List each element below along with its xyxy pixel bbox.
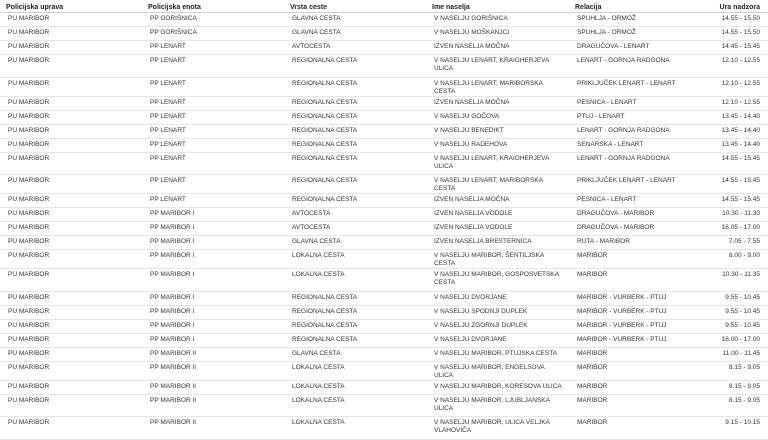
cell-relacija: MARIBOR - VURBERK - PTUJ [569, 333, 712, 347]
cell-enota: PP LENART [142, 77, 284, 96]
table-row [0, 55, 768, 78]
header-vrsta-ceste: Vrsta ceste [284, 0, 426, 13]
cell-uprava: PU MARIBOR [0, 152, 142, 175]
cell-ime-naselja: V NASELJU MOŠKANJCI [426, 27, 569, 41]
table-row [0, 110, 768, 124]
cell-uprava: PU MARIBOR [0, 138, 142, 152]
cell-relacija: MARIBOR - VURBERK - PTUJ [569, 305, 712, 319]
cell-uprava: PU MARIBOR [0, 305, 142, 319]
cell-enota: PP MARIBOR I [142, 236, 284, 250]
cell-uprava: PU MARIBOR [0, 319, 142, 333]
cell-ime-naselja: V NASELJU RADEHOVA [426, 138, 569, 152]
cell-vrsta-ceste: GLAVNA CESTA [284, 347, 426, 361]
cell-ura-nadzora: 9.55 - 10.45 [712, 305, 768, 319]
table-row [0, 124, 768, 138]
cell-uprava: PU MARIBOR [0, 27, 142, 41]
cell-enota: PP LENART [142, 55, 284, 78]
cell-ura-nadzora: 12.10 - 12.55 [712, 77, 768, 96]
cell-ime-naselja: V NASELJU GORIŠNICA [426, 13, 569, 27]
table-row [0, 380, 768, 394]
cell-ura-nadzora: 13.45 - 14.40 [712, 110, 768, 124]
cell-relacija: SPUHLJA - ORMOŽ [569, 27, 712, 41]
table-row [0, 152, 768, 175]
cell-enota: PP MARIBOR I [142, 291, 284, 305]
cell-ura-nadzora: 9.55 - 10.45 [712, 291, 768, 305]
cell-ura-nadzora: 8.15 - 9.05 [712, 380, 768, 394]
cell-uprava: PU MARIBOR [0, 208, 142, 222]
table-row [0, 394, 768, 417]
cell-relacija: DRAGUČOVA - LENART [569, 41, 712, 55]
cell-relacija: PESNICA - LENART [569, 194, 712, 208]
cell-ura-nadzora: 13.45 - 14.40 [712, 138, 768, 152]
cell-enota: PP GORIŠNICA [142, 27, 284, 41]
cell-vrsta-ceste: REGIONALNA CESTA [284, 138, 426, 152]
cell-relacija: DRAGUČOVA - MARIBOR [569, 222, 712, 236]
cell-ime-naselja: V NASELJU ZGORNJI DUPLEK [426, 319, 569, 333]
cell-uprava: PU MARIBOR [0, 333, 142, 347]
cell-enota: PP LENART [142, 175, 284, 194]
cell-ime-naselja: IZVEN NASELJA MOČNA [426, 41, 569, 55]
cell-ura-nadzora: 9.15 - 10.15 [712, 417, 768, 440]
cell-enota: PP LENART [142, 96, 284, 110]
cell-vrsta-ceste: LOKALNA CESTA [284, 250, 426, 269]
cell-uprava: PU MARIBOR [0, 269, 142, 292]
cell-ime-naselja: V NASELJU MARIBOR, KORESOVA ULICA [426, 380, 569, 394]
cell-vrsta-ceste: REGIONALNA CESTA [284, 124, 426, 138]
cell-enota: PP LENART [142, 110, 284, 124]
cell-relacija: MARIBOR [569, 250, 712, 269]
cell-ura-nadzora: 8.15 - 9.05 [712, 394, 768, 417]
cell-relacija: PTUJ - LENART [569, 110, 712, 124]
cell-ime-naselja: IZVEN NASELJA MOČNA [426, 194, 569, 208]
cell-enota: PP GORIŠNICA [142, 13, 284, 27]
cell-relacija: MARIBOR [569, 380, 712, 394]
cell-enota: PP MARIBOR II [142, 361, 284, 380]
cell-ura-nadzora: 14.55 - 15.45 [712, 152, 768, 175]
cell-vrsta-ceste: LOKALNA CESTA [284, 417, 426, 440]
cell-uprava: PU MARIBOR [0, 77, 142, 96]
cell-enota: PP MARIBOR I [142, 319, 284, 333]
cell-relacija: PRIKLJUČEK LENART - LENART [569, 175, 712, 194]
cell-uprava: PU MARIBOR [0, 380, 142, 394]
cell-vrsta-ceste: REGIONALNA CESTA [284, 77, 426, 96]
cell-ime-naselja: V NASELJU GOČOVA [426, 110, 569, 124]
cell-uprava: PU MARIBOR [0, 96, 142, 110]
table-row [0, 333, 768, 347]
table-row [0, 208, 768, 222]
cell-relacija: DRAGUČOVA - MARIBOR [569, 208, 712, 222]
cell-ura-nadzora: 16.00 - 17.00 [712, 333, 768, 347]
table-row [0, 77, 768, 96]
table-row [0, 347, 768, 361]
cell-uprava: PU MARIBOR [0, 250, 142, 269]
cell-ime-naselja: V NASELJU MARIBOR, ENGELSOVA ULICA [426, 361, 569, 380]
header-row [0, 0, 768, 13]
cell-relacija: RUTA - MARIBOR [569, 236, 712, 250]
cell-ura-nadzora: 9.55 - 10.45 [712, 319, 768, 333]
cell-relacija: MARIBOR - VURBERK - PTUJ [569, 291, 712, 305]
cell-ura-nadzora: 10.30 - 11.35 [712, 269, 768, 292]
cell-enota: PP LENART [142, 138, 284, 152]
table-row [0, 305, 768, 319]
table-row [0, 27, 768, 41]
cell-uprava: PU MARIBOR [0, 236, 142, 250]
cell-ura-nadzora: 13.45 - 14.40 [712, 124, 768, 138]
cell-vrsta-ceste: REGIONALNA CESTA [284, 152, 426, 175]
table-row [0, 269, 768, 292]
table-row [0, 96, 768, 110]
cell-uprava: PU MARIBOR [0, 13, 142, 27]
cell-enota: PP LENART [142, 41, 284, 55]
cell-enota: PP MARIBOR I [142, 250, 284, 269]
cell-relacija: MARIBOR [569, 394, 712, 417]
header-ura-nadzora: Ura nadzora [712, 0, 768, 13]
cell-enota: PP LENART [142, 124, 284, 138]
cell-uprava: PU MARIBOR [0, 55, 142, 78]
cell-ime-naselja: V NASELJU DVORJANE [426, 291, 569, 305]
cell-ime-naselja: V NASELJU LENART, KRAIGHERJEVA ULICA [426, 152, 569, 175]
cell-vrsta-ceste: REGIONALNA CESTA [284, 305, 426, 319]
cell-vrsta-ceste: REGIONALNA CESTA [284, 110, 426, 124]
cell-vrsta-ceste: AVTOCESTA [284, 222, 426, 236]
cell-uprava: PU MARIBOR [0, 347, 142, 361]
cell-ime-naselja: V NASELJU SPODNJI DUPLEK [426, 305, 569, 319]
cell-enota: PP LENART [142, 152, 284, 175]
cell-vrsta-ceste: GLAVNA CESTA [284, 27, 426, 41]
cell-uprava: PU MARIBOR [0, 361, 142, 380]
cell-ura-nadzora: 7.05 - 7.55 [712, 236, 768, 250]
cell-relacija: SENARSKA - LENART [569, 138, 712, 152]
cell-uprava: PU MARIBOR [0, 291, 142, 305]
cell-vrsta-ceste: REGIONALNA CESTA [284, 333, 426, 347]
cell-ura-nadzora: 14.55 - 15.50 [712, 27, 768, 41]
cell-ura-nadzora: 12.10 - 12.55 [712, 96, 768, 110]
cell-relacija: PESNICA - LENART [569, 96, 712, 110]
cell-vrsta-ceste: AVTOCESTA [284, 208, 426, 222]
cell-enota: PP MARIBOR I [142, 333, 284, 347]
cell-relacija: PRIKLJUČEK LENART - LENART [569, 77, 712, 96]
header-ime-naselja: Ime naselja [426, 0, 569, 13]
cell-enota: PP MARIBOR I [142, 269, 284, 292]
cell-ime-naselja: V NASELJU MARIBOR, ULICA VELJKA VLAHOVIČA [426, 417, 569, 440]
cell-vrsta-ceste: LOKALNA CESTA [284, 394, 426, 417]
cell-ime-naselja: V NASELJU MARIBOR, ŠENTILJSKA CESTA [426, 250, 569, 269]
cell-enota: PP MARIBOR I [142, 222, 284, 236]
cell-enota: PP MARIBOR II [142, 417, 284, 440]
cell-ime-naselja: V NASELJU BENEDIKT [426, 124, 569, 138]
cell-enota: PP MARIBOR I [142, 305, 284, 319]
cell-relacija: LENART - GORNJA RADGONA [569, 124, 712, 138]
cell-ime-naselja: V NASELJU DVORJANE [426, 333, 569, 347]
cell-enota: PP MARIBOR II [142, 347, 284, 361]
cell-ime-naselja: IZVEN NASELJA VODOLE [426, 222, 569, 236]
cell-vrsta-ceste: GLAVNA CESTA [284, 236, 426, 250]
cell-enota: PP MARIBOR II [142, 394, 284, 417]
cell-relacija: LENART - GORNJA RADGONA [569, 55, 712, 78]
cell-ura-nadzora: 14.55 - 15.45 [712, 194, 768, 208]
cell-ime-naselja: V NASELJU LENART, KRAIGHERJEVA ULICA [426, 55, 569, 78]
cell-ura-nadzora: 11.00 - 11.45 [712, 347, 768, 361]
cell-enota: PP LENART [142, 194, 284, 208]
cell-vrsta-ceste: REGIONALNA CESTA [284, 96, 426, 110]
table-row [0, 175, 768, 194]
cell-vrsta-ceste: REGIONALNA CESTA [284, 319, 426, 333]
table-row [0, 236, 768, 250]
cell-relacija: SPUHLJA - ORMOŽ [569, 13, 712, 27]
cell-ura-nadzora: 12.10 - 12.55 [712, 55, 768, 78]
table-row [0, 222, 768, 236]
cell-vrsta-ceste: LOKALNA CESTA [284, 361, 426, 380]
cell-vrsta-ceste: REGIONALNA CESTA [284, 175, 426, 194]
cell-uprava: PU MARIBOR [0, 110, 142, 124]
table-row [0, 361, 768, 380]
cell-relacija: MARIBOR [569, 361, 712, 380]
cell-vrsta-ceste: REGIONALNA CESTA [284, 194, 426, 208]
cell-ime-naselja: IZVEN NASELJA BRESTERNICA [426, 236, 569, 250]
cell-ime-naselja: V NASELJU MARIBOR, GOSPOSVETSKA CESTA [426, 269, 569, 292]
cell-ura-nadzora: 16.05 - 17.00 [712, 222, 768, 236]
header-policijska-enota: Policijska enota [142, 0, 284, 13]
cell-ime-naselja: IZVEN NASELJA MOČNA [426, 96, 569, 110]
cell-ime-naselja: V NASELJU LENART, MARIBORSKA CESTA [426, 77, 569, 96]
cell-vrsta-ceste: AVTOCESTA [284, 41, 426, 55]
table-row [0, 41, 768, 55]
cell-ura-nadzora: 8.15 - 9.05 [712, 361, 768, 380]
cell-vrsta-ceste: REGIONALNA CESTA [284, 55, 426, 78]
cell-ura-nadzora: 14.55 - 15.45 [712, 175, 768, 194]
cell-relacija: MARIBOR [569, 269, 712, 292]
cell-enota: PP MARIBOR I [142, 208, 284, 222]
cell-uprava: PU MARIBOR [0, 417, 142, 440]
table-row [0, 138, 768, 152]
cell-relacija: MARIBOR [569, 417, 712, 440]
table-row [0, 250, 768, 269]
cell-relacija: LENART - GORNJA RADGONA [569, 152, 712, 175]
cell-ura-nadzora: 14.55 - 15.50 [712, 13, 768, 27]
cell-uprava: PU MARIBOR [0, 394, 142, 417]
table-row [0, 194, 768, 208]
table-row [0, 13, 768, 27]
cell-ime-naselja: V NASELJU LENART, MARIBORSKA CESTA [426, 175, 569, 194]
cell-vrsta-ceste: REGIONALNA CESTA [284, 291, 426, 305]
cell-vrsta-ceste: LOKALNA CESTA [284, 269, 426, 292]
cell-uprava: PU MARIBOR [0, 41, 142, 55]
cell-ime-naselja: V NASELJU MARIBOR, PTUJSKA CESTA [426, 347, 569, 361]
cell-uprava: PU MARIBOR [0, 124, 142, 138]
table-row [0, 291, 768, 305]
cell-uprava: PU MARIBOR [0, 175, 142, 194]
cell-vrsta-ceste: LOKALNA CESTA [284, 380, 426, 394]
header-policijska-uprava: Policijska uprava [0, 0, 142, 13]
cell-uprava: PU MARIBOR [0, 222, 142, 236]
cell-relacija: MARIBOR - VURBERK - PTUJ [569, 319, 712, 333]
table-row [0, 319, 768, 333]
header-relacija: Relacija [569, 0, 712, 13]
cell-ime-naselja: IZVEN NASELJA VODOLE [426, 208, 569, 222]
cell-ura-nadzora: 10.30 - 11.30 [712, 208, 768, 222]
cell-ura-nadzora: 14.45 - 15.45 [712, 41, 768, 55]
cell-uprava: PU MARIBOR [0, 194, 142, 208]
cell-ura-nadzora: 8.00 - 9.00 [712, 250, 768, 269]
cell-ime-naselja: V NASELJU MARIBOR, LJUBLJANSKA ULICA [426, 394, 569, 417]
cell-relacija: MARIBOR [569, 347, 712, 361]
cell-enota: PP MARIBOR II [142, 380, 284, 394]
cell-vrsta-ceste: GLAVNA CESTA [284, 13, 426, 27]
